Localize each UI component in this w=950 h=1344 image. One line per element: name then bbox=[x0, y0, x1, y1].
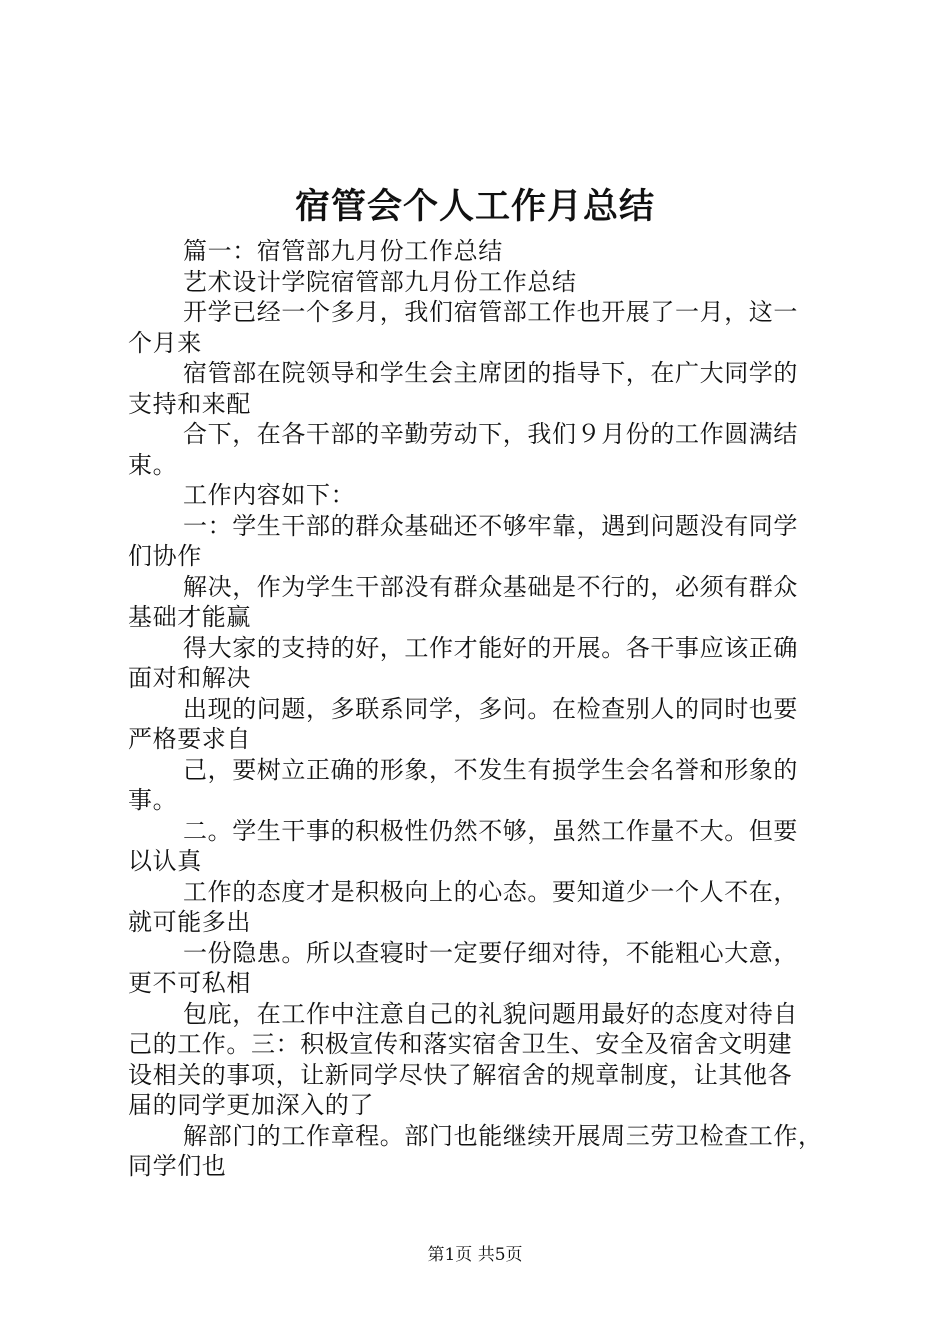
document-title: 宿管会个人工作月总结 bbox=[294, 186, 655, 227]
text-line: 设相关的事项，让新同学尽快了解宿舍的规章制度，让其他各 bbox=[128, 1060, 793, 1089]
text-line: 严格要求自 bbox=[128, 725, 251, 753]
text-line: 合下，在各干部的辛勤劳动下，我们９月份的工作圆满结 bbox=[183, 420, 798, 448]
text-line: 己，要树立正确的形象，不发生有损学生会名誉和形象的 bbox=[183, 755, 798, 784]
text-line: 二。学生干事的积极性仍然不够，虽然工作量不大。但要 bbox=[183, 816, 798, 845]
text-line: 得大家的支持的好，工作才能好的开展。各干事应该正确 bbox=[183, 633, 798, 662]
text-line: 包庇，在工作中注意自己的礼貌问题用最好的态度对待自 bbox=[183, 999, 798, 1028]
text-line: 己的工作。三：积极宣传和落实宿舍卫生、安全及宿舍文明建 bbox=[128, 1030, 793, 1058]
text-line: 同学们也 bbox=[128, 1152, 227, 1180]
text-line: 更不可私相 bbox=[128, 969, 251, 997]
text-line: 届的同学更加深入的了 bbox=[128, 1091, 374, 1119]
text-line: 一：学生干部的群众基础还不够牢靠，遇到问题没有同学 bbox=[183, 511, 798, 540]
text-line: 艺术设计学院宿管部九月份工作总结 bbox=[183, 267, 577, 296]
text-line: 就可能多出 bbox=[128, 908, 251, 936]
text-line: 开学已经一个多月，我们宿管部工作也开展了一月，这一 bbox=[183, 298, 798, 326]
text-line: 束。 bbox=[128, 450, 178, 479]
text-line: 支持和来配 bbox=[128, 389, 251, 418]
text-line: 工作内容如下： bbox=[183, 481, 356, 509]
text-line: 一份隐患。所以查寝时一定要仔细对待，不能粗心大意， bbox=[183, 938, 798, 967]
document-body bbox=[128, 236, 838, 1182]
text-line: 以认真 bbox=[128, 847, 202, 875]
text-line: 们协作 bbox=[128, 542, 202, 570]
text-line: 工作的态度才是积极向上的心态。要知道少一个人不在， bbox=[183, 877, 798, 906]
page-footer: 第1页 共5页 bbox=[427, 1245, 523, 1265]
text-line: 面对和解决 bbox=[128, 664, 251, 692]
text-line: 篇一：宿管部九月份工作总结 bbox=[183, 237, 503, 265]
text-line: 个月来 bbox=[128, 328, 202, 357]
text-line: 出现的问题，多联系同学，多问。在检查别人的同时也要 bbox=[183, 694, 798, 723]
text-line: 解决，作为学生干部没有群众基础是不行的，必须有群众 bbox=[183, 572, 798, 601]
text-line: 解部门的工作章程。部门也能继续开展周三劳卫检查工作， bbox=[183, 1121, 823, 1150]
text-line: 事。 bbox=[128, 786, 178, 814]
text-line: 基础才能赢 bbox=[128, 603, 251, 631]
text-line: 宿管部在院领导和学生会主席团的指导下，在广大同学的 bbox=[183, 359, 798, 387]
